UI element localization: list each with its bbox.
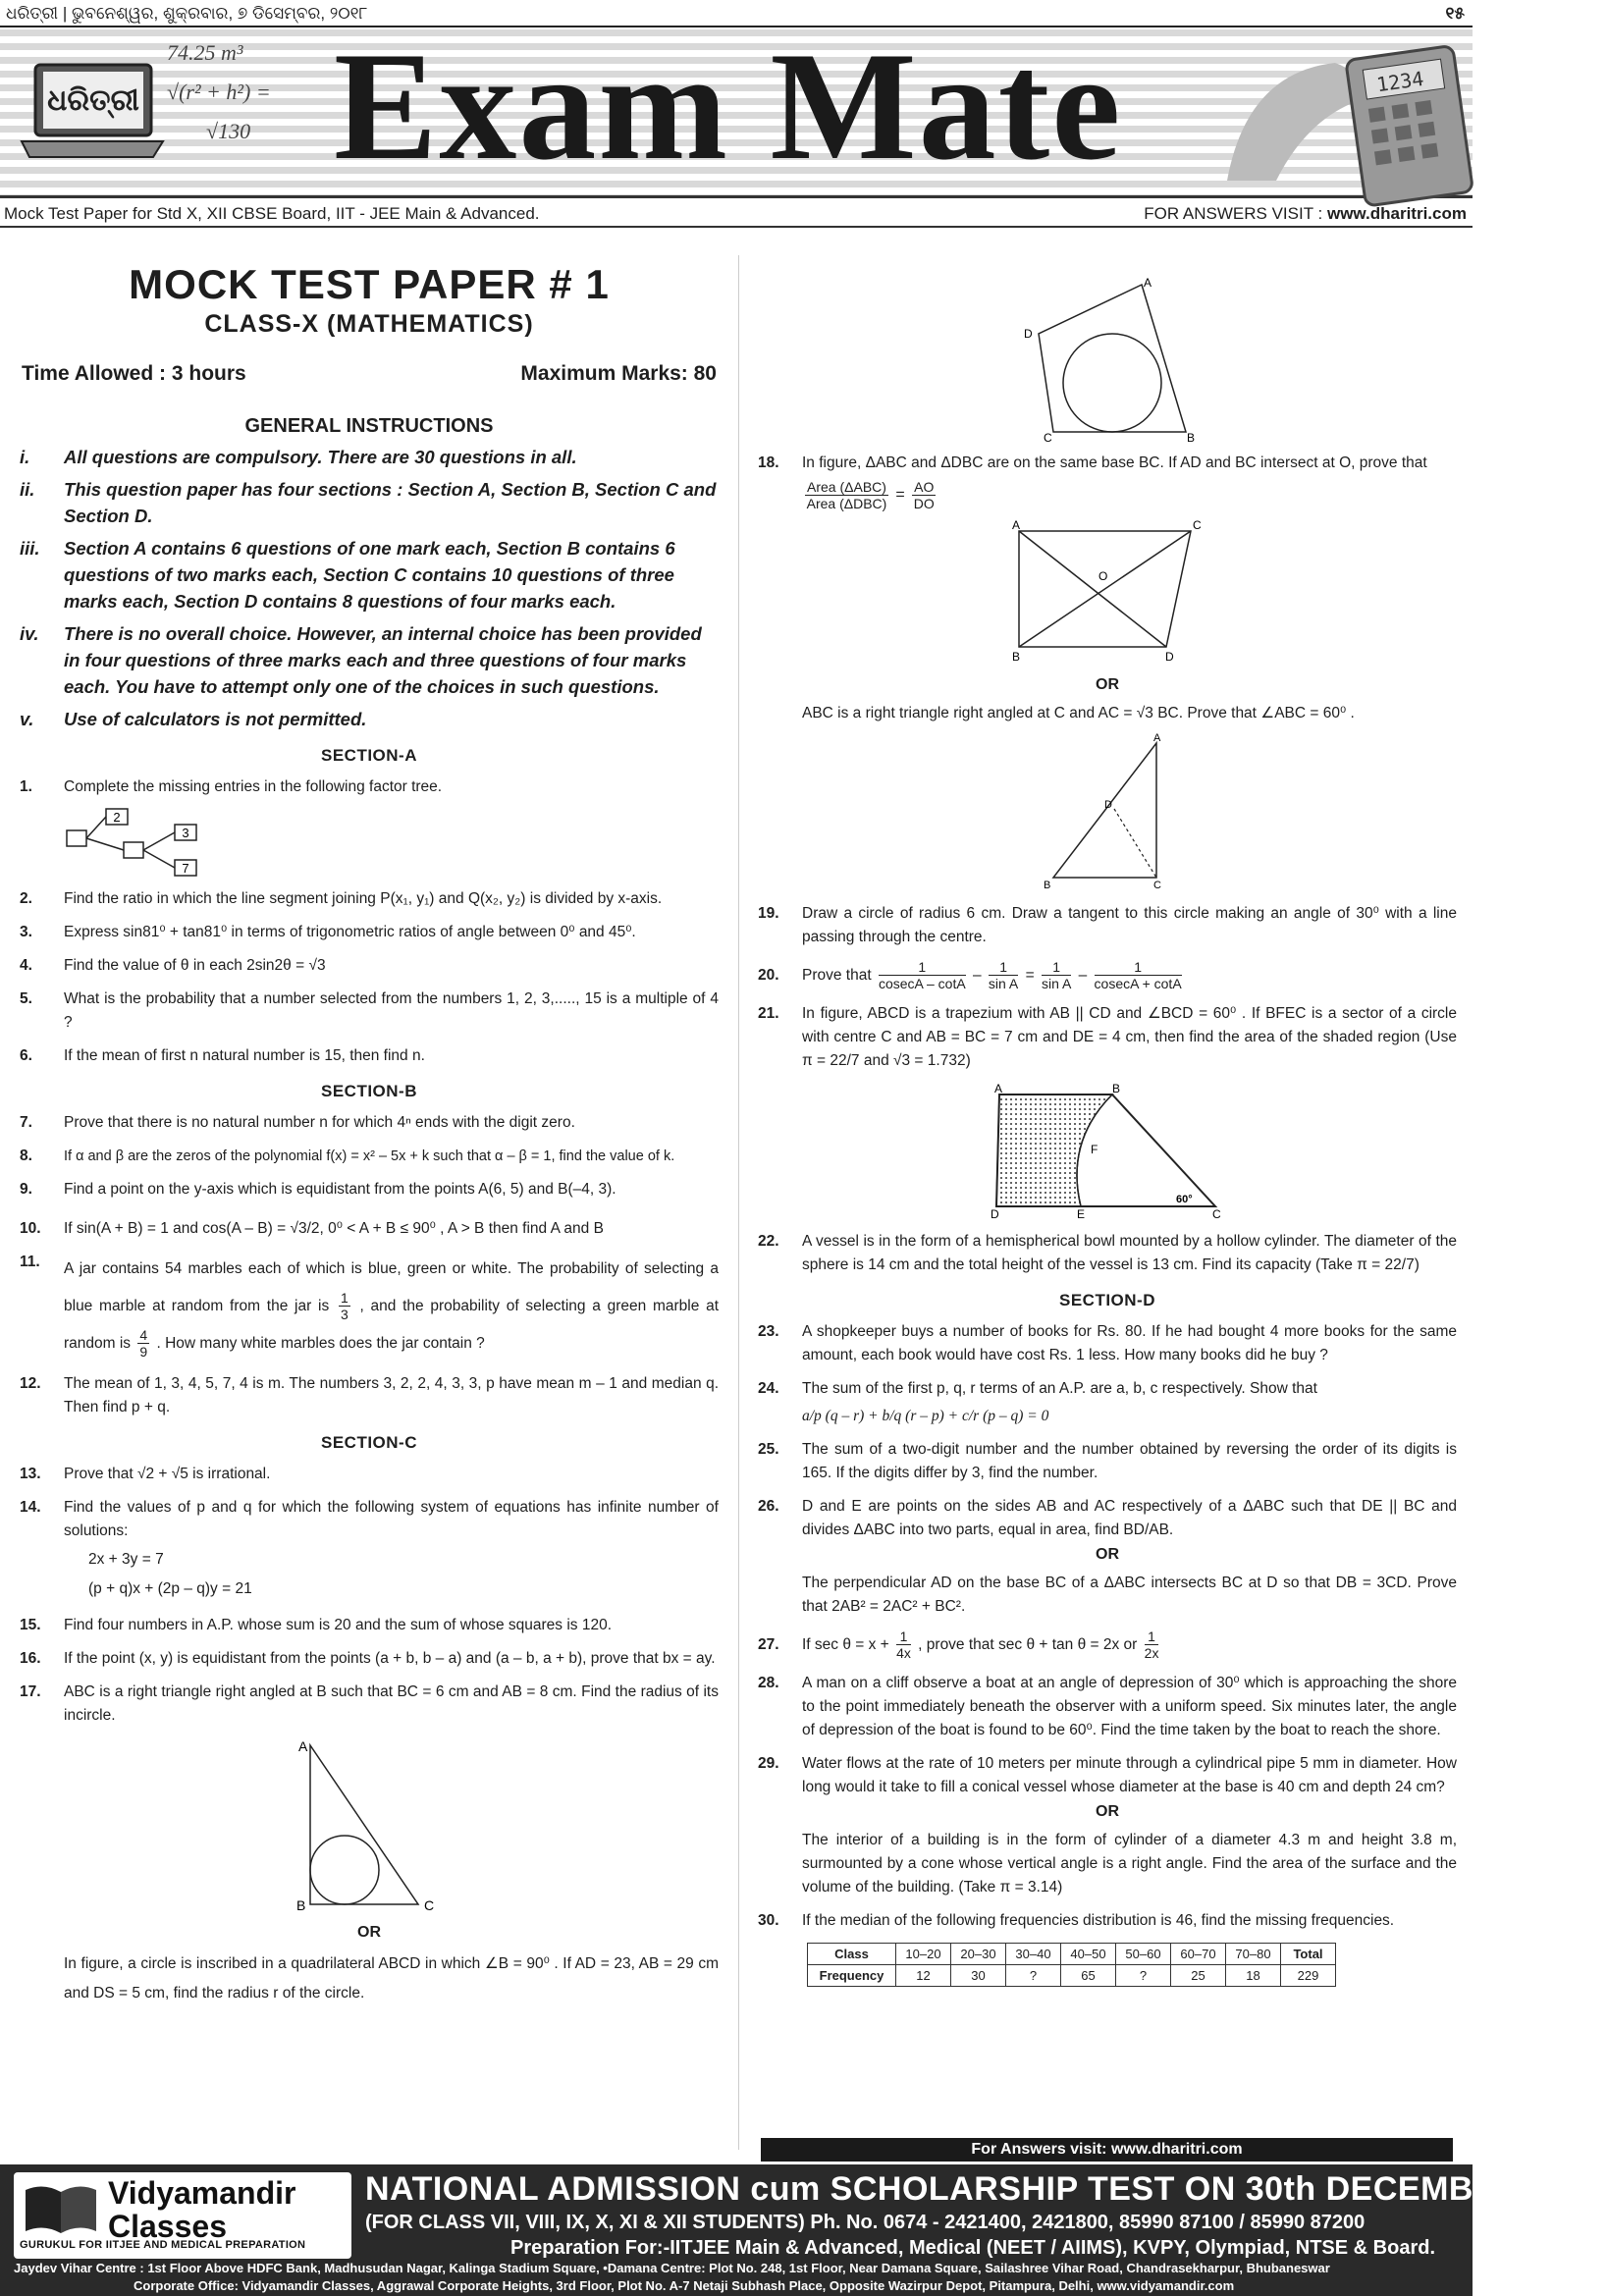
question: 5. What is the probability that a number selected from the numbers 1, 2, 3,....., 15 is a multiple of 4 ?	[20, 990, 719, 1031]
frequency-table	[807, 1943, 1336, 1987]
q18-ratio: $\frac{\text{Area (ΔABC)}}{\text{Area (ΔDBC)}}$ = $\frac{AO}{DO}$	[806, 479, 935, 511]
section-c-heading: SECTION-C	[321, 1433, 417, 1452]
vertex-label: D	[1104, 799, 1112, 811]
section-b-heading: SECTION-B	[321, 1082, 417, 1100]
question: 18. In figure, ΔABC and ΔDBC are on the same base BC. If AD and BC intersect at O, prove that	[758, 454, 1427, 471]
question: 7. Prove that there is no natural number n for which 4ⁿ ends with the digit zero.	[20, 1114, 575, 1131]
calculator-icon	[1188, 33, 1463, 190]
tree-node: 3	[182, 826, 189, 840]
question: 12. The mean of 1, 3, 4, 5, 7, 4 is m. The numbers 3, 2, 2, 4, 3, 3, p have mean m – 1 and median q. Then find p + q.	[20, 1375, 719, 1415]
question: 19. Draw a circle of radius 6 cm. Draw a tangent to this circle making an angle of 30⁰ with a line passing through the centre.	[758, 905, 1457, 945]
question: a/p (q – r) + b/q (r – p) + c/r (p – q) = 0	[802, 1408, 1049, 1424]
vertex-label: A	[994, 1082, 1003, 1095]
paper-meta	[20, 362, 719, 386]
time-allowed: Time Allowed : 3 hours	[22, 362, 246, 385]
vertex-label: C	[1153, 880, 1161, 891]
question: 23. A shopkeeper buys a number of books for Rs. 80. If he had bought 4 more books for the same amount, each book would have cost Rs. 1 less. How many books did he buy ?	[758, 1323, 1457, 1363]
right-column	[758, 255, 1457, 1987]
or-label: OR	[357, 1924, 381, 1941]
or-label: OR	[1096, 676, 1119, 693]
instruction: ii. This question paper has four sections : Section A, Section B, Section C and Section D.	[20, 479, 717, 526]
question: 28. A man on a cliff observe a boat at an angle of depression of 30⁰ which is approaching the shore to the point immediately beneath the observer with a uniform speed. Six minutes later, the angle of depression of the boat is found to be 60⁰. Find the time taken by the boat to reach the shore.	[758, 1675, 1457, 1738]
ad-courses: Preparation For:-IITJEE Main & Advanced, Medical (NEET / AIIMS), KVPY, Olympiad, NTSE & Board.	[510, 2237, 1436, 2259]
svg-text:1234: 1234	[1374, 66, 1425, 97]
vertex-label: C	[1044, 431, 1052, 445]
right-triangle-figure	[1034, 732, 1181, 892]
ad-address-centres: Jaydev Vihar Centre : 1st Floor Above HDFC Bank, Madhusudan Nagar, Kalinga Stadium Square, •Damana Centre: Plot No. 248, 1st Floor, Near Damana Square, Sailashree Vihar Road, Chandrasekharpur, Bhubaneswar	[14, 2261, 1330, 2275]
question: 27. If sec θ = x + $\frac{1}{4x}$ , prove that sec θ + tan θ = 2x or $\frac{1}{2x}$	[758, 1629, 1159, 1662]
factor-tree-figure	[65, 809, 261, 878]
vertex-label: E	[1077, 1207, 1086, 1221]
ad-address-corporate: Corporate Office: Vidyamandir Classes, Aggrawal Corporate Heights, 3rd Floor, Plot No. A-7 Netaji Subhash Place, Opposite Wazirpur Depot, Pitampura, Delhi, www.vidyamandir.com	[134, 2278, 1235, 2293]
question: 8. If α and β are the zeros of the polynomial f(x) = x² – 5x + k such that α – β = 1, find the value of k.	[20, 1148, 675, 1164]
trapezium-sector-figure	[985, 1083, 1230, 1220]
question: 9. Find a point on the y-axis which is equidistant from the points A(6, 5) and B(–4, 3).	[20, 1181, 616, 1198]
masthead	[0, 21, 1473, 198]
answers-visit: FOR ANSWERS VISIT : www.dharitri.com	[1144, 204, 1467, 223]
advertisement-banner	[0, 2164, 1607, 2296]
question: 13. Prove that √2 + √5 is irrational.	[20, 1466, 271, 1482]
vertex-label: D	[1024, 327, 1033, 341]
shared-base-triangles-figure	[1004, 519, 1210, 667]
vertex-label: D	[1165, 650, 1174, 664]
question: 22. A vessel is in the form of a hemispherical bowl mounted by a hollow cylinder. The diameter of the sphere is 14 cm and the total height of the vessel is 13 cm. Find its capacity (Take π = 22/7)	[758, 1233, 1457, 1273]
book-icon	[22, 2182, 100, 2237]
question: 15. Find four numbers in A.P. whose sum is 20 and the sum of whose squares is 120.	[20, 1617, 613, 1633]
vertex-label: B	[1112, 1082, 1121, 1095]
instruction: i. All questions are compulsory. There are 30 questions in all.	[20, 447, 577, 467]
fraction: $\frac{1}{3}$	[340, 1290, 348, 1323]
vertex-label: C	[1212, 1207, 1221, 1221]
vertex-label: B	[296, 1897, 306, 1913]
laptop-logo-icon	[18, 59, 165, 167]
angle-label: 60°	[1176, 1194, 1193, 1205]
question: 6. If the mean of first n natural number is 15, then find n.	[20, 1047, 425, 1064]
equation: 2x + 3y = 7	[88, 1551, 164, 1568]
question: 16. If the point (x, y) is equidistant from the points (a + b, b – a) and (a – b, a + b), prove that bx = ay.	[20, 1650, 716, 1667]
vertex-label: B	[1012, 650, 1021, 664]
math-slant: √(r² + h²) =	[167, 80, 271, 104]
max-marks: Maximum Marks: 80	[520, 362, 717, 385]
tree-node: 2	[113, 810, 121, 825]
instruction: v. Use of calculators is not permitted.	[20, 709, 367, 729]
question: 1. Complete the missing entries in the following factor tree.	[20, 778, 443, 795]
vertex-label: B	[1187, 431, 1196, 445]
vertex-label: O	[1098, 569, 1108, 583]
table-header: Class	[808, 1944, 896, 1965]
ad-contact: (FOR CLASS VII, VIII, IX, X, XI & XII STUDENTS) Ph. No. 0674 - 2421400, 2421800, 85990 87100 / 85990 87200	[365, 2212, 1366, 2233]
column-divider	[738, 255, 739, 2150]
question: 29. Water flows at the rate of 10 meters per minute through a cylindrical pipe 5 mm in diameter. How long would it take to fill a conical vessel whose diameter at the base is 40 cm and depth 24 cm?	[758, 1755, 1457, 1795]
math-volume: 74.25 m³	[167, 40, 243, 65]
masthead-title: Exam Mate	[334, 21, 1123, 192]
answers-visit-bar[interactable]: For Answers visit: www.dharitri.com	[761, 2138, 1453, 2162]
masthead-subbar	[0, 200, 1473, 228]
question: 10. If sin(A + B) = 1 and cos(A – B) = √3/2, 0⁰ < A + B ≤ 90⁰ , A > B then find A and B	[20, 1220, 604, 1237]
or-label: OR	[1096, 1546, 1119, 1563]
incircle-triangle-figure	[291, 1737, 448, 1914]
table-row: Frequency 12 30 ? 65 ? 25 18 229	[808, 1965, 1336, 1987]
question: The interior of a building is in the form of cylinder of a diameter 4.3 m and height 3.8 m, surmounted by a cone whose vertical angle is a right angle. Find the area of the surface and the volume of the building. (Take π = 3.14)	[802, 1832, 1457, 1896]
vertex-label: A	[298, 1738, 308, 1754]
question: 2. Find the ratio in which the line segment joining P(x₁, y₁) and Q(x₂, y₂) is divided by x-axis.	[20, 890, 663, 907]
left-column	[20, 255, 719, 2018]
question: In figure, a circle is inscribed in a quadrilateral ABCD in which ∠B = 90⁰ . If AD = 23, AB = 29 cm and DS = 5 cm, find the radius r of the circle.	[64, 1955, 719, 2002]
paper-title: MOCK TEST PAPER # 1	[129, 261, 610, 307]
question: 3. Express sin81⁰ + tan81⁰ in terms of trigonometric ratios of angle between 0⁰ and 45⁰.	[20, 924, 636, 940]
question: 30. If the median of the following frequencies distribution is 46, find the missing frequencies.	[758, 1912, 1395, 1929]
instruction: iv. There is no overall choice. However, an internal choice has been provided in four questions of three marks each and three questions of four marks each. You have to attempt only one of the choices in such questions.	[20, 623, 702, 697]
brand-name: Vidyamandir Classes	[108, 2175, 296, 2244]
vertex-label: C	[424, 1897, 435, 1913]
vertex-label: C	[1193, 518, 1202, 532]
vertex-label: A	[1153, 732, 1161, 744]
question: 21. In figure, ABCD is a trapezium with AB || CD and ∠BCD = 60⁰ . If BFEC is a sector of a circle with centre C and AB = BC = 7 cm and DE = 4 cm, then find the area of the shaded region (Use π = 22/7 and √3 = 1.732)	[758, 1005, 1457, 1069]
vertex-label: A	[1012, 518, 1021, 532]
vertex-label: B	[1044, 880, 1051, 891]
equation: (p + q)x + (2p – q)y = 21	[88, 1580, 252, 1597]
instruction: iii. Section A contains 6 questions of one mark each, Section B contains 6 questions of two marks each, Section C contains 10 questions of three marks each, Section D contains 8 questions of four marks each.	[20, 538, 675, 612]
fraction: $\frac{4}{9}$	[139, 1327, 148, 1361]
math-root: √130	[206, 119, 251, 143]
question: 4. Find the value of θ in each 2sin2θ = √3	[20, 957, 326, 974]
section-a-heading: SECTION-A	[321, 746, 417, 765]
question: 24. The sum of the first p, q, r terms of an A.P. are a, b, c respectively. Show that	[758, 1380, 1317, 1397]
vertex-label: F	[1091, 1143, 1098, 1156]
ad-headline: NATIONAL ADMISSION cum SCHOLARSHIP TEST ON 30th DECEMBER 2018	[365, 2170, 1607, 2208]
instructions-heading: GENERAL INSTRUCTIONS	[244, 415, 494, 437]
vidyamandir-logo	[14, 2172, 351, 2259]
section-d-heading: SECTION-D	[1059, 1291, 1155, 1309]
vertex-label: A	[1144, 276, 1152, 290]
question: 25. The sum of a two-digit number and the number obtained by reversing the order of its digits is 165. If the digits differ by 3, find the number.	[758, 1441, 1457, 1481]
circle-quadrilateral-figure	[1014, 245, 1201, 445]
tree-node: 7	[182, 861, 189, 876]
or-label: OR	[1096, 1803, 1119, 1820]
question: 17. ABC is a right triangle right angled at B such that BC = 6 cm and AB = 8 cm. Find the radius of its incircle.	[20, 1683, 719, 1724]
brand-tagline: GURUKUL FOR IITJEE AND MEDICAL PREPARATION	[20, 2239, 306, 2251]
dateline: ଧରିତ୍ରୀ | ଭୁବନେଶ୍ୱର, ଶୁକ୍ରବାର, ୭ ଡିସେମ୍ବର, ୨୦୧୮	[6, 4, 368, 23]
masthead-math	[167, 33, 271, 151]
table-row: Class 10–20 20–30 30–40 40–50 50–60 60–70 70–80 Total	[808, 1944, 1336, 1965]
table-header: Frequency	[808, 1965, 896, 1987]
vertex-label: D	[991, 1207, 999, 1221]
question: 14. Find the values of p and q for which the following system of equations has infinite number of solutions:	[20, 1499, 719, 1539]
question: 11. A jar contains 54 marbles each of which is blue, green or white. The probability of selecting a blue marble at random from the jar is $\frac{1}{3}$ , and the probability of selecting a green marble at random is $\frac{4}{9}$ . How many white marbles does the jar contain ?	[20, 1254, 720, 1361]
answers-link[interactable]: www.dharitri.com	[1326, 204, 1467, 223]
question: ABC is a right triangle right angled at C and AC = √3 BC. Prove that ∠ABC = 60⁰ .	[802, 705, 1355, 721]
paper-subtitle: CLASS-X (MATHEMATICS)	[204, 310, 534, 338]
logo-text: ଧରିତ୍ରୀ	[47, 83, 139, 118]
question: 26. D and E are points on the sides AB and AC respectively of a ΔABC such that DE || BC and divides ΔABC into two parts, equal in area, find BD/AB.	[758, 1498, 1457, 1538]
page-number: ୧୫	[1445, 4, 1465, 23]
tagline: Mock Test Paper for Std X, XII CBSE Board, IIT - JEE Main & Advanced.	[4, 204, 540, 223]
question: The perpendicular AD on the base BC of a ΔABC intersects BC at D so that DB = 3CD. Prove that 2AB² = 2AC² + BC².	[802, 1575, 1457, 1615]
question: 20. Prove that $\frac{1}{cosecA - \cot A}$ – $\frac{1}{\text{sin A}}$ = $\frac{1}{\text{sin A}}$ – $\frac{1}{cosecA + \cot A}$	[758, 959, 1182, 992]
